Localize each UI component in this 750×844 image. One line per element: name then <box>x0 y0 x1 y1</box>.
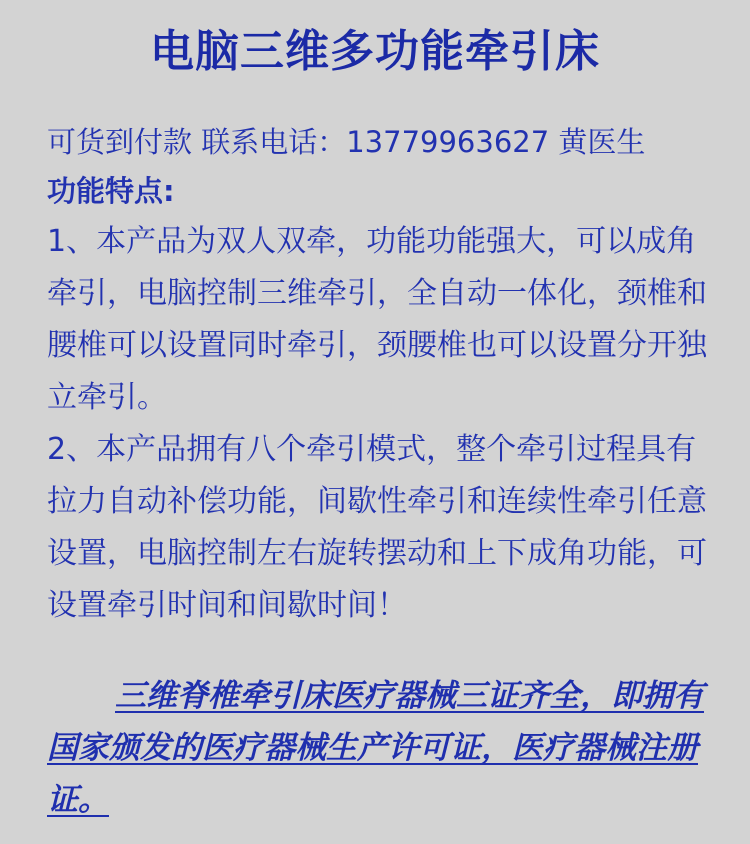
feature-item-2: 2、本产品拥有八个牵引模式，整个牵引过程具有拉力自动补偿功能，间歇性牵引和连续性牵引任意设置，电脑控制左右旋转摆动和上下成角功能，可设置牵引时间和间歇时间！ <box>47 432 707 623</box>
certification-text: 三维脊椎牵引床医疗器械三证齐全，即拥有国家颁发的医疗器械生产许可证，医疗器械注册证。 <box>47 678 704 818</box>
features-heading: 功能特点: <box>47 174 175 208</box>
feature-item-1: 1、本产品为双人双牵，功能功能强大，可以成角牵引，电脑控制三维牵引，全自动一体化，颈椎和腰椎可以设置同时牵引，颈腰椎也可以设置分开独立牵引。 <box>47 224 707 415</box>
features-list <box>47 216 707 632</box>
contact-line: 可货到付款 联系电话：13779963627 黄医生 <box>47 125 646 159</box>
page-title: 电脑三维多功能牵引床 <box>150 26 600 77</box>
certification-note <box>47 670 707 826</box>
